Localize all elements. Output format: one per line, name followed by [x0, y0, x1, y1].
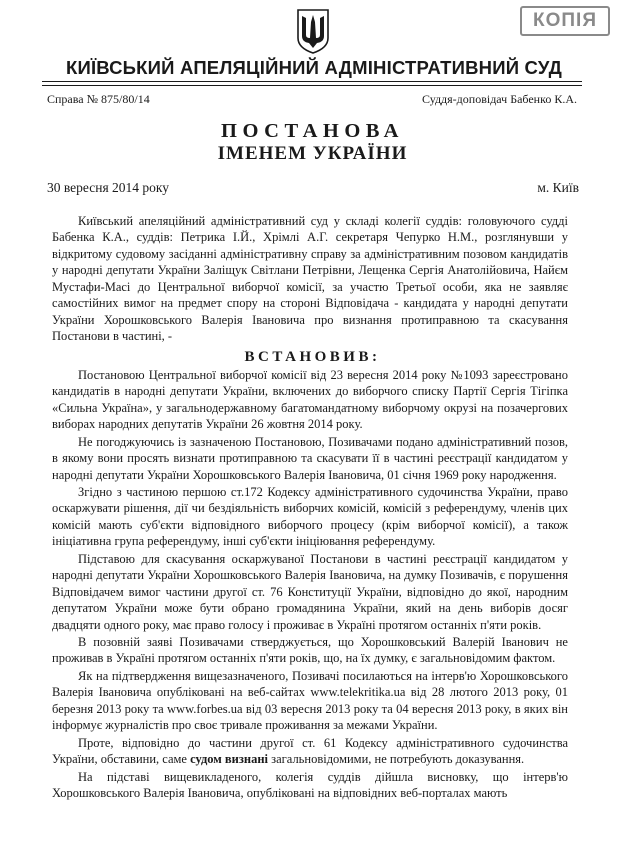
trident-emblem-icon — [296, 8, 330, 54]
header-rule-top — [42, 81, 582, 82]
case-number: Справа № 875/80/14 — [47, 92, 150, 106]
document-title: ПОСТАНОВА — [221, 120, 404, 142]
paragraph-1: Постановою Центральної виборчої комісії від 23 вересня 2014 року №1093 зареєстровано кандидатів в народні депутати України, включених до виборчого списку Партії Сергія Тігіпка «Сильна Україна», у загальнодержавному багатомандатному виборчому окрузі на позачергових виборах народних депутатів України 26 жовтня 2014 року. — [52, 368, 568, 432]
paragraph-3: Згідно з частиною першою ст.172 Кодексу адміністративного судочинства України, право оскаржувати рішення, дії чи бездіяльність виборчих комісій, комісій з референдуму, членів цих комісій мають суб'єкти відповідного виборчого процесу (крім виборчої комісії), а також ініціативна група референдуму, інші суб'єкти ініціювання референдуму. — [52, 485, 568, 549]
intro-paragraph: Київський апеляційний адміністративний суд у складі колегії суддів: головуючого судді Бабенка К.А., суддів: Петрика І.Й., Хрімлі А.Г. секретаря Чепурко Н.М., розглянувши у відкритому судовому засіданні адміністративну справу за адміністративним позовом кандидатів у народні депутати України Заліщук Світлани Петрівни, Лещенка Сергія Анатолійовича, Найєм Мустафи-Масі до Центральної виборчої комісії, за участю Третьої особи, яка не заявляє самостійних вимог на предмет спору на стороні Відповідача - кандидата у народні депутати України Хорошковського Валерія Івановича про визнання протиправною та скасування Постанови в частині, - — [52, 214, 568, 344]
paragraph-5: В позовній заяві Позивачами стверджується, що Хорошковський Валерій Іванович не проживав в Україні протягом останніх п'яти років, що, на їх думку, є загальновідомим фактом. — [52, 635, 568, 666]
paragraph-7-text-before: Проте, відповідно до частини другої ст. 61 Кодексу адміністративного судочинства України, обставини, саме — [52, 736, 568, 767]
paragraph-7-text-after: загальновідомими, не потребують доказування. — [268, 752, 525, 767]
judge-rapporteur: Суддя-доповідач Бабенко К.А. — [422, 92, 577, 106]
decision-city: м. Київ — [537, 180, 579, 195]
decision-date: 30 вересня 2014 року — [47, 180, 170, 195]
copy-stamp: КОПІЯ — [520, 6, 610, 36]
header-rule-bottom — [42, 85, 582, 86]
paragraph-7-bold-text: судом визнані — [190, 752, 269, 767]
paragraph-2: Не погоджуючись із зазначеною Постановою, Позивачами подано адміністративний позов, в якому вони просять визнати протиправною та скасувати її в частині реєстрації кандидатом у народні депутати України Хорошковського Валерія Івановича, 01 січня 1969 року народження. — [52, 435, 568, 482]
paragraph-6: Як на підтвердження вищезазначеного, Позивачі посилаються на інтерв'ю Хорошковського Валерія Івановича опубліковані на веб-сайтах www.telekritika.ua від 28 лютого 2013 року, 01 березня 2013 року та www.forbes.ua від 03 вересня 2013 року та 04 вересня 2013 року, в яких він інформує журналістів про своє тривале проживання за межами України. — [52, 669, 568, 733]
paragraph-4: Підставою для скасування оскаржуваної Постанови в частині реєстрації кандидатом у народні депутати України Хорошковського Валерія Івановича, на думку Позивачів, є порушення Відповідачем вимог частини другої ст. 76 Конституції України, відповідно до якої, народним депутатом України може бути обрано громадянина України, який на день виборів досяг двадцяти одного року, має право голосу і проживає в Україні протягом останніх п'яти років. — [52, 552, 568, 632]
established-heading: ВСТАНОВИВ: — [244, 349, 381, 365]
court-name: КИЇВСЬКИЙ АПЕЛЯЦІЙНИЙ АДМІНІСТРАТИВНИЙ СУД — [65, 57, 563, 78]
paragraph-8: На підставі вищевикладеного, колегія суддів дійшла висновку, що інтерв'ю Хорошковського Валерія Івановича, опубліковані на відповідних веб-порталах мають — [52, 770, 568, 801]
paragraph-7 — [52, 735, 568, 768]
document-subtitle: ІМЕНЕМ УКРАЇНИ — [217, 143, 408, 164]
